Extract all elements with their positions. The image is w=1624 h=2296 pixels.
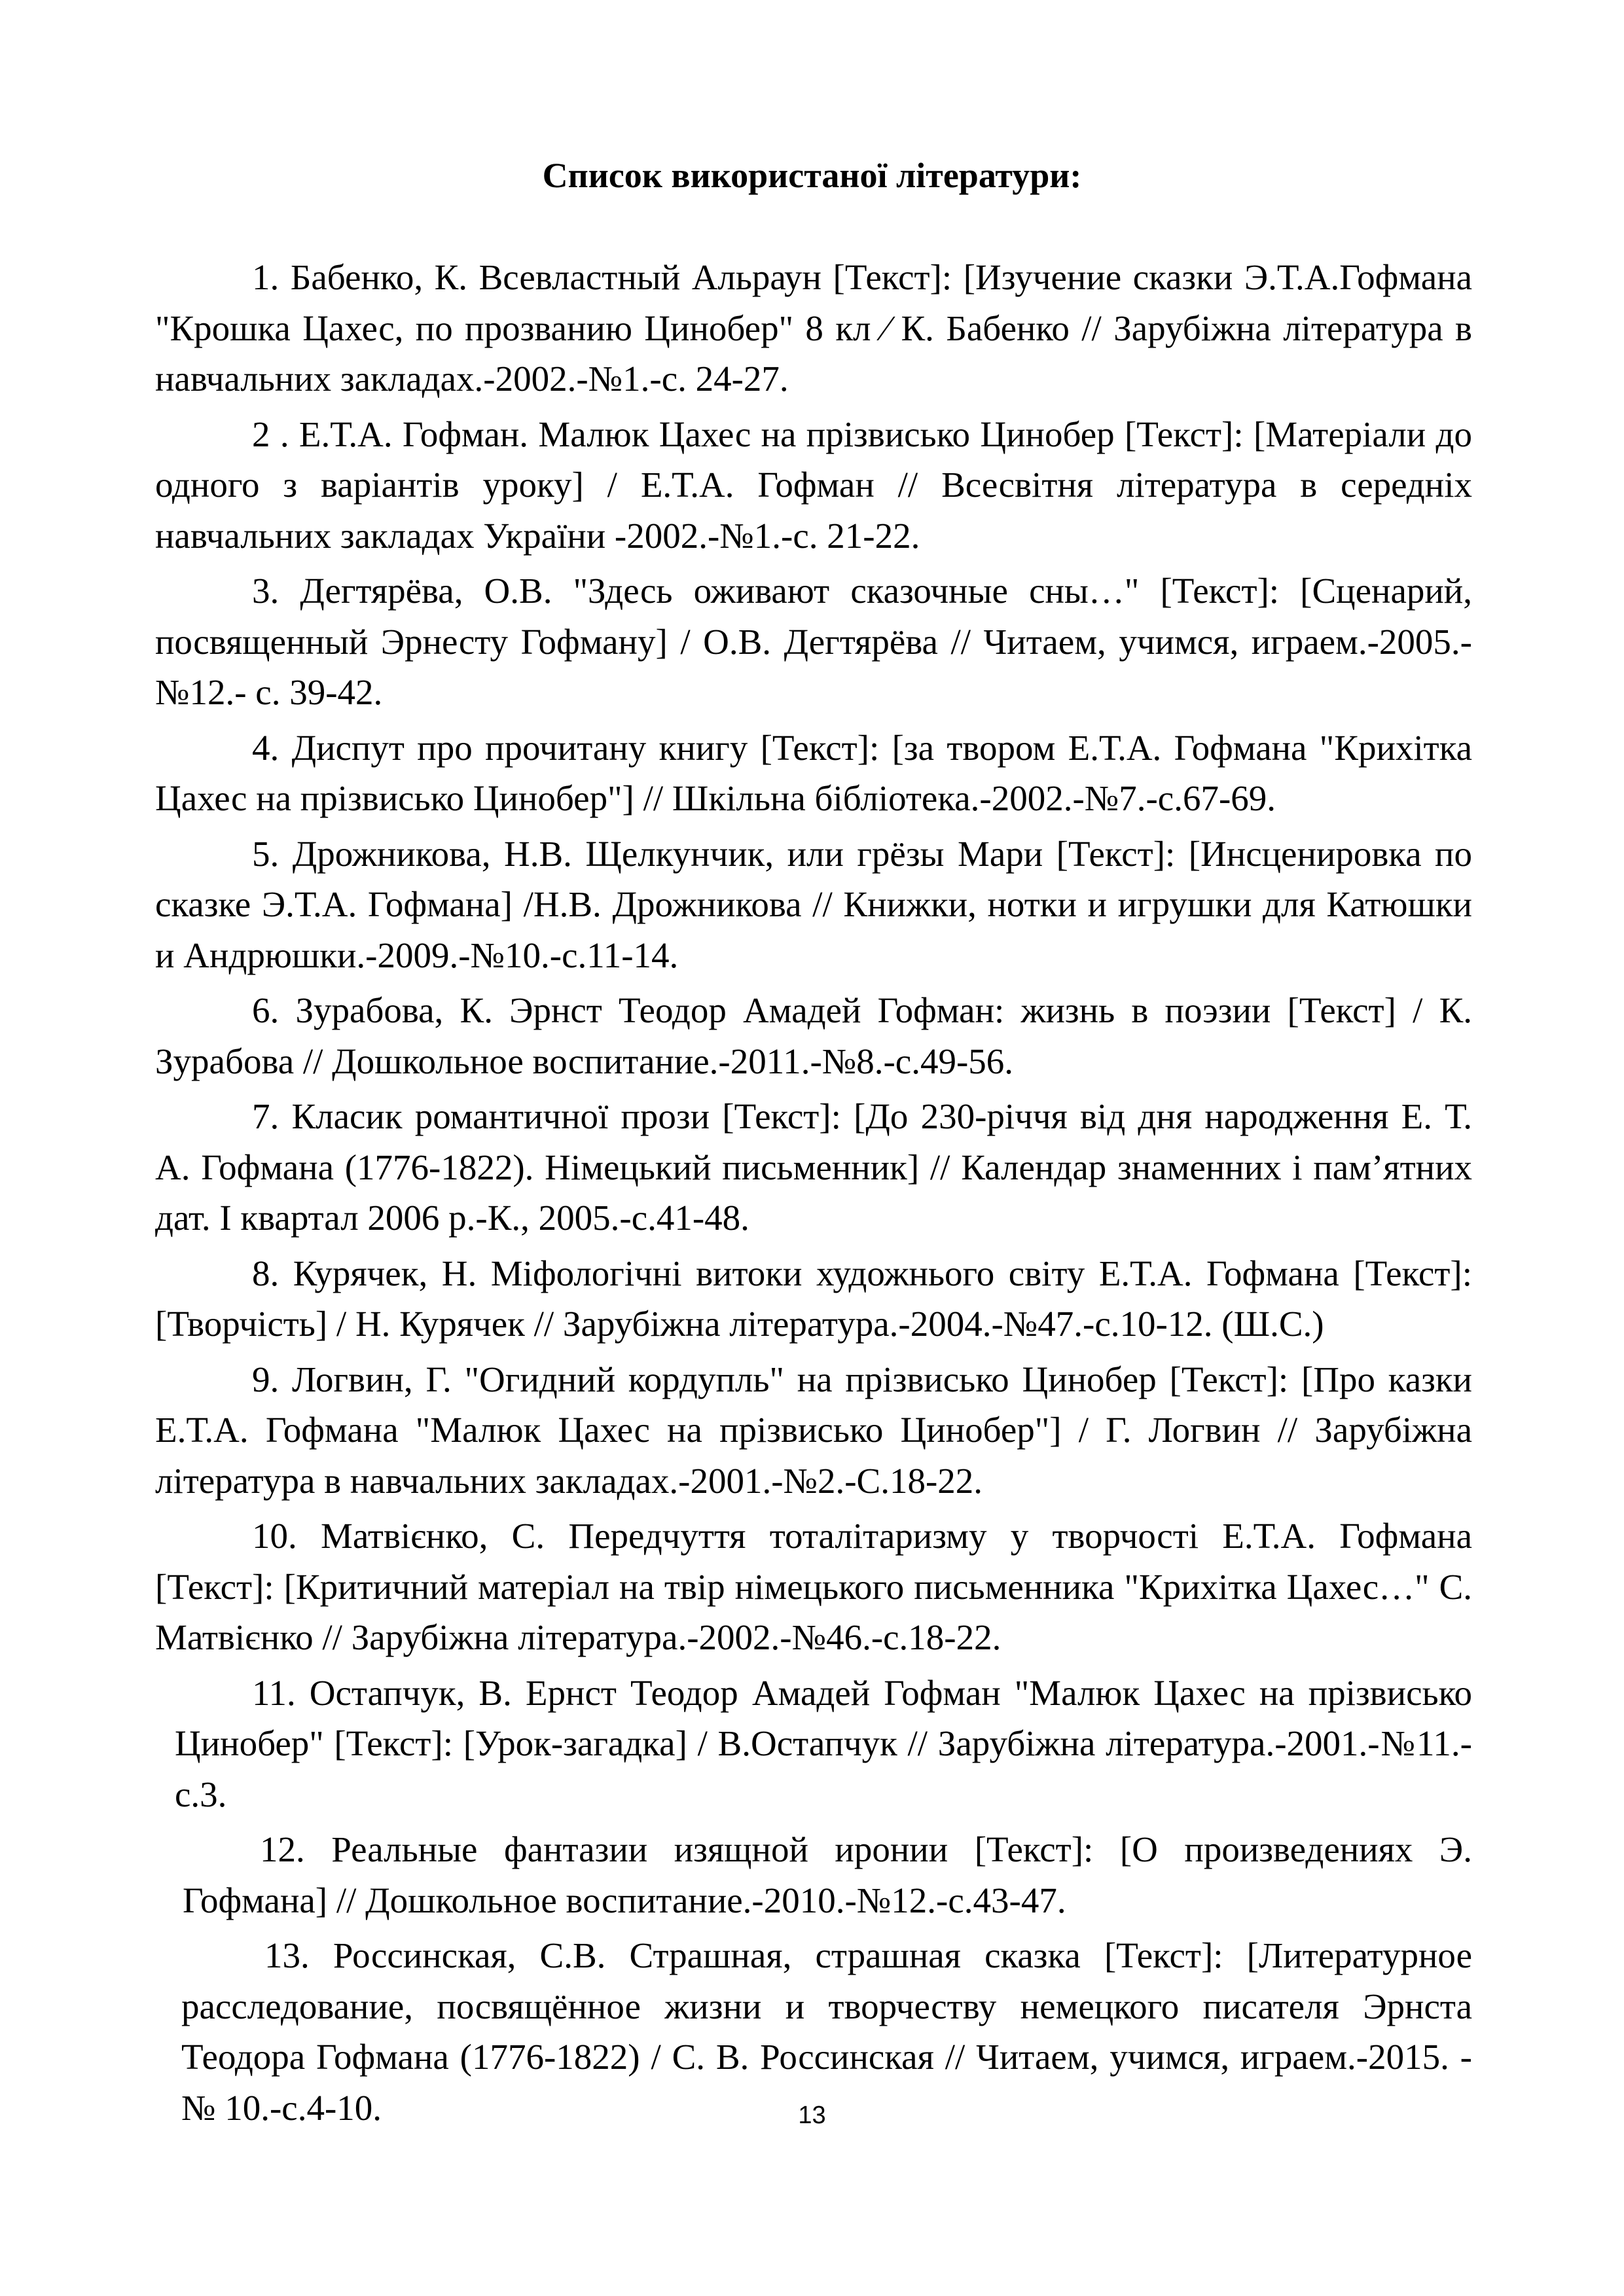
reference-item: 1. Бабенко, К. Всевластный Альраун [Текст]: [Изучение сказки Э.Т.А.Гофмана "Крошка Цахес, по прозванию Цинобер" 8 кл ⁄ К. Бабенко // Зарубіжна література в навчальних закладах.-2002.-№1.-с. 24-27. <box>155 257 1472 399</box>
reference-item: 12. Реальные фантазии изящной иронии [Текст]: [О произведениях Э. Гофмана] // Дошкольное воспитание.-2010.-№12.-с.43-47. <box>183 1829 1472 1920</box>
reference-item: 10. Матвієнко, С. Передчуття тоталітаризму у творчості Е.Т.А. Гофмана [Текст]: [Критичний матеріал на твір німецького письменника "Крихітка Цахес…" С. Матвієнко // Зарубіжна література.-2002.-№46.-с.18-22. <box>155 1516 1472 1657</box>
reference-list <box>155 252 1472 2138</box>
reference-item: 5. Дрожникова, Н.В. Щелкунчик, или грёзы Мари [Текст]: [Инсценировка по сказке Э.Т.А. Гофмана] /Н.В. Дрожникова // Книжки, нотки и игрушки для Катюшки и Андрюшки.-2009.-№10.-с.11-14. <box>155 833 1472 975</box>
reference-item: 7. Класик романтичної прози [Текст]: [До 230-річчя від дня народження Е. Т. А. Гофмана (1776-1822). Німецький письменник] // Календар знаменних і пам’ятних дат. І квартал 2006 р.-К., 2005.-с.41-48. <box>155 1096 1472 1238</box>
reference-item: 6. Зурабова, К. Эрнст Теодор Амадей Гофман: жизнь в поэзии [Текст] / К. Зурабова // Дошкольное воспитание.-2011.-№8.-с.49-56. <box>155 990 1472 1081</box>
reference-item: 3. Дегтярёва, О.В. "Здесь оживают сказочные сны…" [Текст]: [Сценарий, посвященный Эрнесту Гофману] / О.В. Дегтярёва // Читаем, учимся, играем.-2005.- №12.- с. 39-42. <box>155 571 1472 712</box>
bibliography-title: Список використаної літератури: <box>542 156 1082 195</box>
reference-item: 2 . Е.Т.А. Гофман. Малюк Цахес на прізвисько Цинобер [Текст]: [Матеріали до одного з варіантів уроку] / Е.Т.А. Гофман // Всесвітня література в середніх навчальних закладах України -2002.-№1.-с. 21-22. <box>155 414 1472 556</box>
page-number: 13 <box>798 2102 826 2129</box>
reference-item: 11. Остапчук, В. Ернст Теодор Амадей Гофман "Малюк Цахес на прізвисько Цинобер" [Текст]: [Урок-загадка] / В.Остапчук // Зарубіжна література.-2001.-№11.-с.3. <box>175 1672 1472 1814</box>
reference-item: 8. Курячек, Н. Міфологічні витоки художнього світу Е.Т.А. Гофмана [Текст]: [Творчість] / Н. Курячек // Зарубіжна література.-2004.-№47.-с.10-12. (Ш.С.) <box>155 1253 1472 1344</box>
reference-item: 13. Россинская, С.В. Страшная, страшная сказка [Текст]: [Литературное расследование, посвящённое жизни и творчеству немецкого писателя Эрнста Теодора Гофмана (1776-1822) / С. В. Россинская // Читаем, учимся, играем.-2015. -№ 10.-с.4-10. <box>181 1935 1472 2128</box>
reference-item: 4. Диспут про прочитану книгу [Текст]: [за твором Е.Т.А. Гофмана "Крихітка Цахес на прізвисько Цинобер"] // Шкільна бібліотека.-2002.-№7.-с.67-69. <box>155 727 1472 818</box>
reference-item: 9. Логвин, Г. "Огидний кордупль" на прізвисько Цинобер [Текст]: [Про казки Е.Т.А. Гофмана "Малюк Цахес на прізвисько Цинобер"] / Г. Логвин // Зарубіжна література в навчальних закладах.-2001.-№2.-С.18-22. <box>155 1359 1472 1501</box>
